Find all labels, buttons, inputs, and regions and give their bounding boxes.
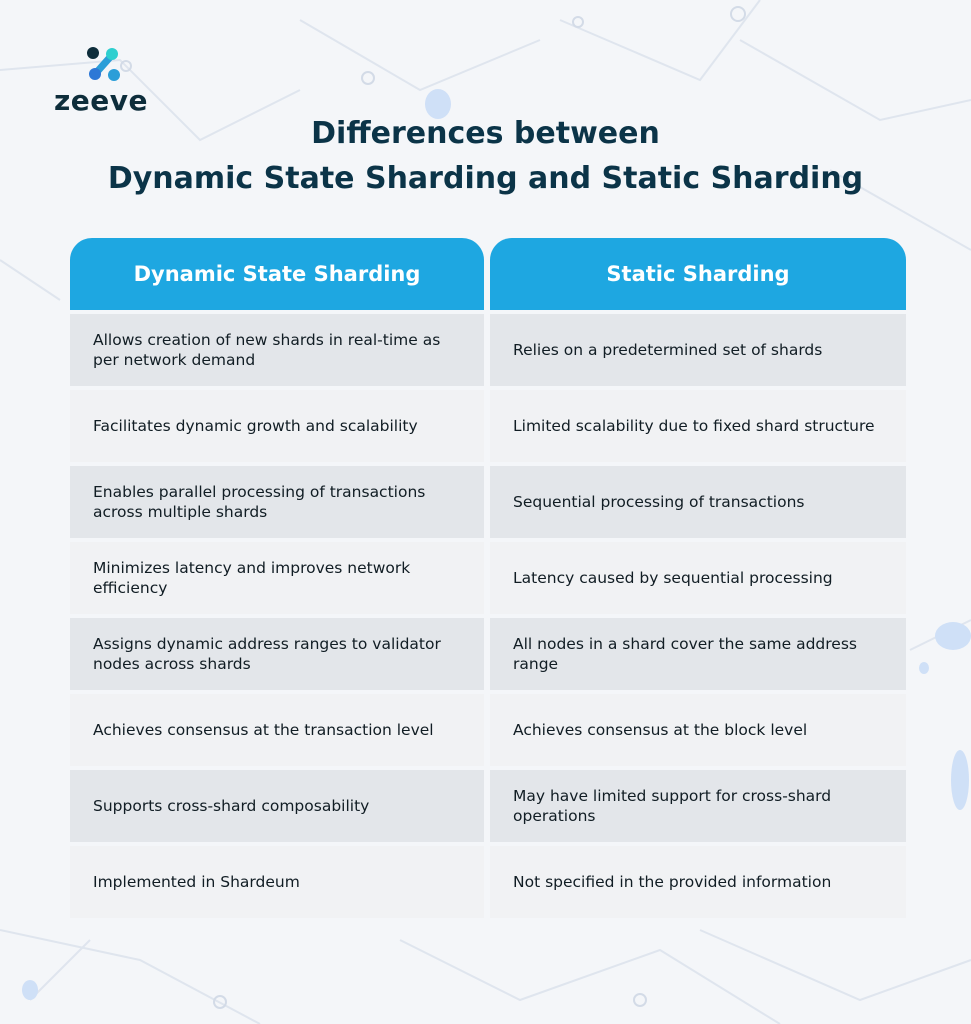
table-row xyxy=(70,694,906,766)
table-header-row xyxy=(70,238,906,310)
comparison-table xyxy=(70,238,906,918)
table-cell-static: Sequential processing of transactions xyxy=(490,466,906,538)
table-cell-dynamic: Implemented in Shardeum xyxy=(70,846,484,918)
table-cell-static: Achieves consensus at the block level xyxy=(490,694,906,766)
table-cell-dynamic: Allows creation of new shards in real-time as per network demand xyxy=(70,314,484,386)
table-row xyxy=(70,770,906,842)
table-cell-dynamic: Assigns dynamic address ranges to validator nodes across shards xyxy=(70,618,484,690)
table-cell-dynamic: Achieves consensus at the transaction level xyxy=(70,694,484,766)
zeeve-logo-mark-icon xyxy=(84,44,124,84)
column-header-dynamic: Dynamic State Sharding xyxy=(70,238,484,310)
table-cell-static: Latency caused by sequential processing xyxy=(490,542,906,614)
page-title-line-1: Differences between xyxy=(311,116,660,151)
table-row xyxy=(70,846,906,918)
table-row xyxy=(70,390,906,462)
table-row xyxy=(70,542,906,614)
table-cell-static: Relies on a predetermined set of shards xyxy=(490,314,906,386)
table-row xyxy=(70,618,906,690)
table-row xyxy=(70,466,906,538)
table-cell-dynamic: Enables parallel processing of transactions across multiple shards xyxy=(70,466,484,538)
column-header-static: Static Sharding xyxy=(490,238,906,310)
table-cell-dynamic: Facilitates dynamic growth and scalability xyxy=(70,390,484,462)
table-cell-static: May have limited support for cross-shard operations xyxy=(490,770,906,842)
table-cell-dynamic: Supports cross-shard composability xyxy=(70,770,484,842)
table-cell-static: Not specified in the provided information xyxy=(490,846,906,918)
table-cell-dynamic: Minimizes latency and improves network efficiency xyxy=(70,542,484,614)
page-title-line-2: Dynamic State Sharding and Static Sharding xyxy=(107,161,864,196)
table-cell-static: Limited scalability due to fixed shard structure xyxy=(490,390,906,462)
table-cell-static: All nodes in a shard cover the same address range xyxy=(490,618,906,690)
brand-name: zeeve xyxy=(54,84,149,117)
table-row xyxy=(70,314,906,386)
